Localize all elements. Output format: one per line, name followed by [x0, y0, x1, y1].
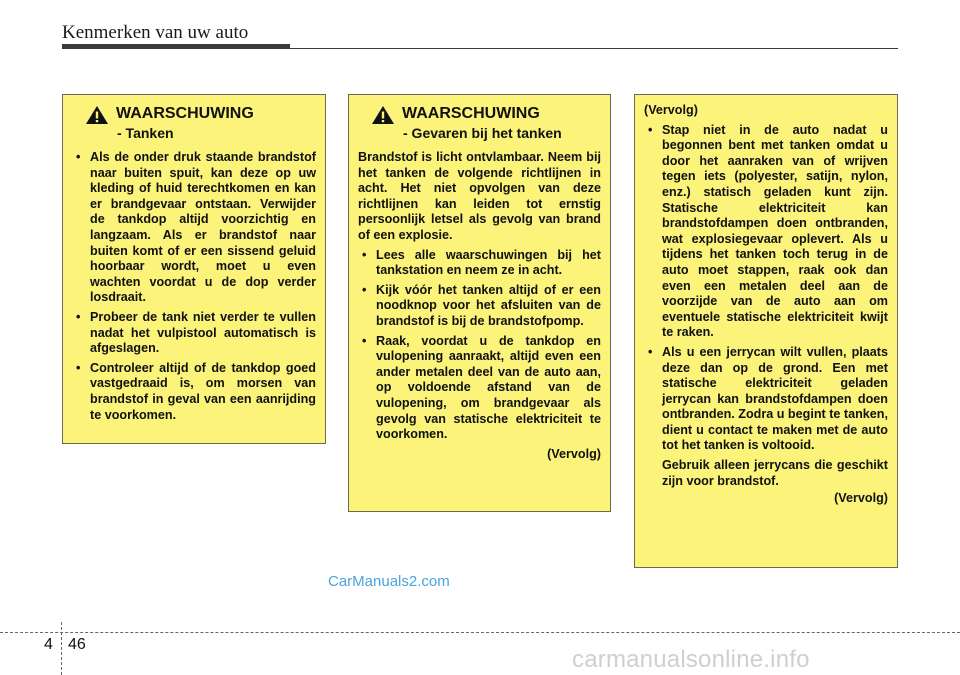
warning-box-continued: [634, 94, 898, 568]
warning-box-refueling: [62, 94, 326, 444]
bullet-list: [358, 248, 601, 443]
warning-title: WAARSCHUWING: [116, 105, 254, 122]
intro-paragraph: Brandstof is licht ontvlambaar. Neem bij het tanken de volgende richtlijnen in acht. Het niet opvolgen van deze richtlijnen kan leiden tot ernstig persoonlijk letsel als gevolg van brand of een explosie.: [358, 150, 601, 242]
warning-subtitle: - Tanken: [117, 125, 174, 141]
header-rule-thick: [62, 44, 290, 49]
watermark-link[interactable]: CarManuals2.com: [328, 573, 450, 590]
warning-triangle-icon: [86, 106, 108, 124]
list-item: • Probeer de tank niet verder te vullen nadat het vulpistool automatisch is afgeslagen.: [72, 310, 316, 357]
warning-box-refueling-hazards: [348, 94, 611, 512]
footer-rule: [0, 632, 960, 633]
list-item: • Kijk vóór het tanken altijd of er een noodknop voor het afsluiten van de brandstof is bij de brandstofpomp.: [358, 283, 601, 330]
list-item: • Raak, voordat u de tankdop en vulopening aanraakt, altijd even een ander metalen deel van de auto aan, op voldoende afstand van de vulopening, om brandgevaar als gevolg van statische elektriciteit te voorkomen.: [358, 334, 601, 443]
warning-title: WAARSCHUWING: [402, 105, 540, 122]
page-number: 46: [68, 636, 86, 653]
chapter-number: 4: [44, 636, 53, 653]
footer-divider: [61, 622, 62, 675]
continued-label: (Vervolg): [547, 446, 601, 461]
warning-header: [72, 105, 316, 124]
extra-paragraph: Gebruik alleen jerrycans die geschikt zijn voor brandstof.: [662, 458, 888, 488]
list-item: • Controleer altijd of de tankdop goed vastgedraaid is, om morsen van brandstof in geval van een aanrijding te voorkomen.: [72, 361, 316, 423]
warning-subtitle: - Gevaren bij het tanken: [403, 125, 562, 141]
footer-site-watermark: carmanualsonline.info: [572, 646, 810, 673]
list-item: • Als u een jerrycan wilt vullen, plaats deze dan op de grond. Een met statische elektriciteit geladen jerrycan kan brandstofdampen doen ontbranden. Zodra u begint te tanken, dient u contact te maken met de auto tot het tanken is voltooid.: [644, 345, 888, 454]
list-item: • Lees alle waarschuwingen bij het tankstation en neem ze in acht.: [358, 248, 601, 279]
list-item: • Als de onder druk staande brandstof naar buiten spuit, kan deze op uw kleding of huid terechtkomen en kan er brandgevaar ontstaan. Verwijder de tankdop altijd voorzichtig en langzaam. Als er brandstof naar buiten komt of er een sissend geluid hoorbaar wordt, moet u even wachten voordat u de dop verder losdraait.: [72, 150, 316, 306]
bullet-list: [72, 150, 316, 423]
warning-triangle-icon: [372, 106, 394, 124]
list-item: • Stap niet in de auto nadat u begonnen bent met tanken omdat u door het aanraken van of wrijven tegen iets (polyester, satijn, nylon, enz.) statisch geladen kunt zijn. Statische elektriciteit kan brandstofdampen doen ontbranden, wat explosiegevaar oplevert. Als u tijdens het tanken toch terug in de auto moet stappen, raak ook dan even een metalen deel aan de voorzijde van de auto aan om eventuele statische elektriciteit kwijt te raken.: [644, 123, 888, 341]
page-header-title: Kenmerken van uw auto: [62, 22, 249, 43]
header-rule-thin: [290, 48, 898, 49]
continued-label: (Vervolg): [834, 491, 888, 506]
warning-header: [358, 105, 601, 124]
continued-heading: (Vervolg): [644, 103, 698, 117]
bullet-list: [644, 123, 888, 454]
